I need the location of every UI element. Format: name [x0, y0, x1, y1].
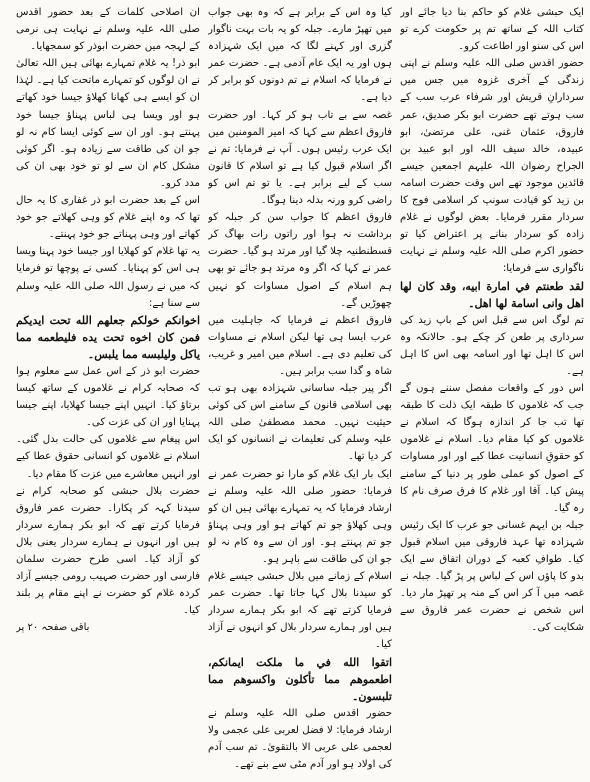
paragraph: یہ تھا غلام کو کھلایا اور جیسا خود پہنا ویسا ہی اس کو پہنایا۔ کسی نے پوچھا تو فرمایا کہ میں نے رسول اللہ صلی اللہ علیہ وسلم سے سنا ہے:	[16, 246, 200, 309]
paragraph: فاروق اعظم نے فرمایا کہ جاہلیت میں عرب ایسا ہی تھا لیکن اسلام نے مساوات کی تعلیم دی ہے۔ اسلام میں امیر و غریب، شاہ و گدا سب برابر ہیں۔	[208, 314, 392, 377]
paragraph: ان اصلاحی کلمات کے بعد حضور اقدس صلی اللہ علیہ وسلم نے نہایت ہی نرمی کے لہجہ میں حضرت ابوذر کو سمجھایا۔	[16, 7, 200, 53]
paragraph: اس دور کے واقعات مفصل سننے ہوں گے جب کہ غلاموں کا طبقہ ایک ذلت کا طبقہ تھا تب جا کر اندازہ ہوگا کہ اسلام نے غلاموں کو کیا مقام دیا۔ اسلام نے غلاموں کو حقوقِ انسانیت عطا کیے اور اور مساوات کے اصول کو عملی طور پر دنیا کے سامنے پیش کیا۔ آقا اور غلام کا فرق صرف نام کا رہ گیا۔	[400, 383, 584, 514]
paragraph: اس کے بعد حضرت ابو ذر غفاری کا یہ حال تھا کہ وہ اپنے غلام کو وہی کھلاتے جو خود کھاتے اور وہی پہناتے جو خود پہنتے۔	[16, 195, 200, 241]
paragraph: حضرت بلال حبشی کو صحابہ کرام نے سیدنا کہہ کر پکارا۔ حضرت عمر فاروق فرمایا کرتے تھے کہ ابو بکر ہمارے سردار ہیں اور انہوں نے ہمارے سردار یعنی بلال کو آزاد کیا۔ اسی طرح حضرت سلمان فارسی اور حضرت صہیب رومی جیسے آزاد کردہ غلام کو حضرت نے اپنے مقام پر بلند کیا۔	[16, 485, 200, 617]
continuation-note: باقی صفحہ ۲۰ پر	[16, 622, 90, 634]
column-left	[16, 4, 200, 774]
paragraph: جبلہ بن ایہم غسانی جو عرب کا ایک رئیس شہزادہ تھا عہد فاروقی میں اسلام قبول کیا۔ طوافِ کعبہ کے دوران اتفاق سے ایک بدو کا پاؤں اس کے لباس پر پڑ گیا۔ جبلہ نے غصہ میں آ کر اس کے منہ پر تھپڑ مار دیا۔ اس شخص نے حضرت عمر فاروق سے شکایت کی۔	[400, 519, 584, 634]
paragraph: اسلام کے زمانے میں بلال حبشی جیسے غلام کو سیدنا بلال کہا جاتا تھا۔ حضرت عمر فرمایا کرتے تھے کہ ابو بکر ہمارے سردار ہیں اور ہمارے سردار بلال کو انہوں نے آزاد کیا۔	[208, 571, 392, 651]
paragraph: اگر پیر جبلہ ساسانی شہزادہ بھی ہو تب بھی اسلامی قانون کے سامنے اس کی کوئی حیثیت نہیں۔ محمد مصطفیٰ صلی اللہ علیہ وسلم کی تعلیمات نے انسانوں کو ایک کر دیا تھا۔	[208, 383, 392, 463]
paragraph: حضرت ابو ذر کے اس عمل سے معلوم ہوا کہ صحابہ کرام نے غلاموں کے ساتھ کیسا برتاؤ کیا۔ انہیں اپنے جیسا کھلایا، اپنے جیسا پہنایا اور ان کی عزت کی۔	[16, 365, 200, 429]
paragraph: غصہ سے بے تاب ہو کر کہا۔ اور حضرت فاروق اعظم سے کہا کہ امیر المومنین میں ایک عرب رئیس ہوں۔ آپ نے فرمایا: تم نے اگر اسلام قبول کیا ہے تو اسلام کا قانون سب کے لیے برابر ہے۔ یا تو تم اس کو راضی کرو ورنہ بدلہ دینا ہوگا۔	[208, 109, 392, 207]
paragraph: ایک بار ایک غلام کو مارا تو حضرت عمر نے فرمایا: حضور صلی اللہ علیہ وسلم نے ارشاد فرمایا کہ یہ تمہارے بھائی ہیں ان کو وہی کھلاؤ جو تم کھاتے ہو اور وہی پہناؤ جو تم پہنتے ہو۔ اور ان سے وہ کام نہ لو جو ان کی طاقت سے باہر ہو۔	[208, 468, 392, 565]
paragraph: حضور اقدس صلی اللہ علیہ وسلم نے ارشاد فرمایا: لا فضل لعربی علی عجمی ولا لعجمی علی عربی الا بالتقویٰ۔ تم سب آدم کی اولاد ہو اور آدم مٹی سے بنے تھے۔	[208, 707, 392, 771]
arabic-quote: لقد طعنتم في امارة ابيه، وقد كان لها اهل وانی اسامة لها اهل۔	[400, 279, 584, 310]
paragraph: ابو ذر! یہ غلام تمہارے بھائی ہیں اللہ تعالیٰ نے ان لوگوں کو تمہارے ماتحت کیا ہے۔ لہٰذا ان کو ایسے ہی کھانا کھلاؤ جیسا خود کھاتے ہو اور ویسا ہی لباس پہناؤ جیسا خود پہنتے ہو۔ اور ان سے کوئی ایسا کام نہ لو جو ان کی طاقت سے زیادہ ہو۔ اگر کوئی مشکل کام ان سے لو تو خود بھی ان کی مدد کرو۔	[16, 58, 200, 189]
arabic-quote: اتقوا الله في ما ملكت ايمانكم، اطعموهم مما تأكلون واكسوهم مما تلبسون۔	[208, 655, 392, 703]
paragraph: ایک حبشی غلام کو حاکم بنا دیا جائے اور کتاب اللہ کے ساتھ تم پر حکومت کرے تو اس کی سنو اور اطاعت کرو۔	[400, 7, 584, 53]
column-right	[400, 4, 584, 774]
paragraph: اس پیغام سے غلاموں کی حالت بدل گئی۔ اسلام نے غلاموں کو انسانی حقوق عطا کیے اور انہیں معاشرے میں عزت کا مقام دیا۔	[16, 434, 200, 480]
paragraph: فاروق اعظم کا جواب سن کر جبلہ کو برداشت نہ ہوا اور راتوں رات بھاگ کر قسطنطنیہ چلا گیا اور مرتد ہو گیا۔ حضرت عمر نے کہا کہ اگر وہ مرتد ہو جائے تو بھی ہم اسلام کے اصول مساوات کو نہیں چھوڑیں گے۔	[208, 212, 392, 309]
paragraph: حضور اقدس صلی اللہ علیہ وسلم نے اپنی زندگی کے آخری غزوہ میں جس میں سردارانِ قریش اور شرفاء عرب سب کے سب ہوتے تھے حضرت ابو بکر صدیق، عمر فاروق، عثمان غنی، علی مرتضیٰ، ابو عبیدہ، خالد سیف اللہ اور ابو عبید بن الجراح رضوان اللہ علیہم اجمعین جیسے قائدین موجود تھے اس وقت حضرت اسامہ بن زید کو قیادت سونپ کر اسلامی فوج کا سردار مقرر فرمایا۔ بعض لوگوں نے غلام زادہ کو سردار بنانے پر اعتراض کیا تو حضور اکرم صلی اللہ علیہ وسلم نے نہایت ناگواری سے فرمایا:	[400, 58, 584, 275]
paragraph: تم لوگ اس سے قبل اس کے باپ زید کی سرداری پر طعن کر چکے ہو۔ حالانکہ وہ اس کا اہل تھا اور اسامہ بھی اس کا اہل ہے۔	[400, 314, 584, 377]
paragraph: کیا وہ اس کے برابر ہے کہ وہ بھی جواب میں تھپڑ مارے۔ جبلہ کو یہ بات بہت ناگوار گزری اور کہنے لگا کہ میں ایک شہزادہ ہوں اور یہ ایک عام آدمی ہے۔ حضرت عمر نے فرمایا کہ اسلام نے تم دونوں کو برابر کر دیا ہے۔	[208, 7, 392, 104]
column-middle	[208, 4, 392, 774]
arabic-quote: اخوانکم خولکم جعلهم الله تحت ایدیکم فمن کان اخوه تحت یده فلیطعمه مما یاکل ولیلبسه مما یلبس۔	[16, 313, 200, 361]
